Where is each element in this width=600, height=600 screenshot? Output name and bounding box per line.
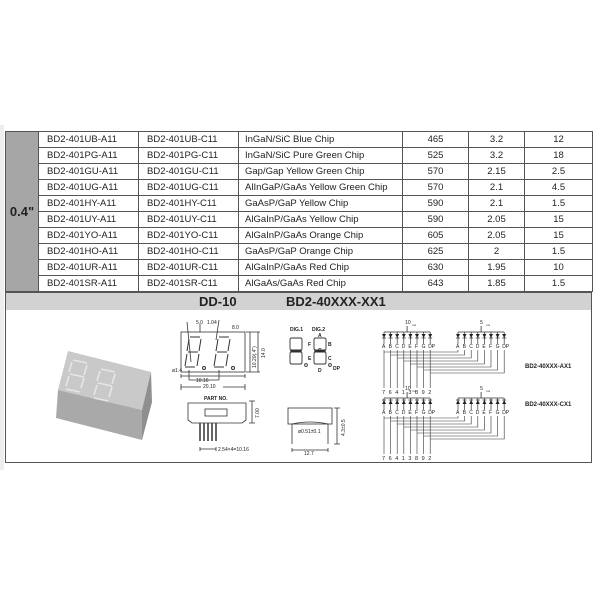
cathode-part-cell: BD2-401UG-C11 bbox=[139, 180, 239, 196]
segment-d-label: D bbox=[318, 368, 322, 374]
dim-pin-length: 4.3±0.5 bbox=[341, 419, 347, 436]
forward-voltage-cell: 2.1 bbox=[469, 196, 525, 212]
segment-pin-label: D bbox=[401, 410, 406, 416]
dig1-label: DIG.1 bbox=[290, 327, 304, 333]
segment-pin-label: F bbox=[415, 344, 419, 350]
forward-voltage-cell: 2.05 bbox=[469, 212, 525, 228]
pin-number: 7 bbox=[382, 456, 386, 462]
cathode-part-cell: BD2-401YO-C11 bbox=[139, 228, 239, 244]
led-diode-icon bbox=[402, 400, 406, 404]
led-diode-icon bbox=[395, 334, 399, 338]
page-edge bbox=[0, 125, 4, 470]
chip-type-cell: AlInGaP/GaAs Yellow Green Chip bbox=[239, 180, 403, 196]
segment-pin-label: D bbox=[475, 344, 480, 350]
led-diode-icon bbox=[502, 334, 506, 338]
pin-number: 2 bbox=[428, 390, 432, 396]
led-diode-icon bbox=[389, 334, 393, 338]
segment-pin-label: E bbox=[408, 344, 412, 350]
segment-pin-label: D bbox=[401, 344, 406, 350]
wavelength-cell: 605 bbox=[403, 228, 469, 244]
led-diode-icon bbox=[389, 400, 393, 404]
led-diode-icon bbox=[502, 400, 506, 404]
package-code: DD-10 bbox=[199, 294, 237, 309]
segment-f-label: F bbox=[308, 342, 312, 348]
chip-type-cell: GaAsP/GaP Yellow Chip bbox=[239, 196, 403, 212]
led-diode-icon bbox=[469, 400, 473, 404]
led-diode-icon bbox=[476, 400, 480, 404]
common-pin-right: 5 bbox=[480, 320, 483, 326]
spec-table bbox=[5, 131, 593, 292]
segment-pin-label: A bbox=[382, 410, 386, 416]
svg-text:ms: ms bbox=[486, 389, 491, 393]
segment-pin-label: E bbox=[408, 410, 412, 416]
anode-part-cell: BD2-401UG-A11 bbox=[39, 180, 139, 196]
led-diode-icon bbox=[489, 400, 493, 404]
led-diode-icon bbox=[456, 400, 460, 404]
segment-pin-label: E bbox=[482, 344, 486, 350]
wavelength-cell: 630 bbox=[403, 260, 469, 276]
pin-number: 6 bbox=[388, 456, 392, 462]
intensity-cell: 1.5 bbox=[525, 276, 593, 292]
chip-type-cell: AlGaAs/GaAs Red Chip bbox=[239, 276, 403, 292]
led-diode-icon bbox=[402, 334, 406, 338]
table-row bbox=[6, 164, 593, 180]
anode-part-cell: BD2-401YO-A11 bbox=[39, 228, 139, 244]
segment-g-label: G bbox=[318, 348, 322, 354]
pin-number: 7 bbox=[382, 390, 386, 396]
chip-type-cell: AlGaInP/GaAs Red Chip bbox=[239, 260, 403, 276]
forward-voltage-cell: 1.85 bbox=[469, 276, 525, 292]
pin-number: 9 bbox=[421, 390, 425, 396]
pin-number: 1 bbox=[401, 390, 405, 396]
cathode-part-cell: BD2-401SR-C11 bbox=[139, 276, 239, 292]
front-view-drawing bbox=[181, 320, 260, 380]
anode-part-cell: BD2-401HO-A11 bbox=[39, 244, 139, 260]
segment-pin-label: B bbox=[462, 344, 466, 350]
led-diode-icon bbox=[395, 400, 399, 404]
dim-depth: 12.7 bbox=[304, 451, 314, 457]
common-pin-left: 10 bbox=[405, 386, 411, 392]
intensity-cell: 10 bbox=[525, 260, 593, 276]
intensity-cell: 18 bbox=[525, 148, 593, 164]
common-pin-left: 10 bbox=[405, 320, 411, 326]
chip-type-cell: AlGaInP/GaAs Orange Chip bbox=[239, 228, 403, 244]
anode-part-cell: BD2-401SR-A11 bbox=[39, 276, 139, 292]
forward-voltage-cell: 1.95 bbox=[469, 260, 525, 276]
anode-part-cell: BD2-401PG-A11 bbox=[39, 148, 139, 164]
segment-pin-label: F bbox=[489, 410, 493, 416]
table-row bbox=[6, 212, 593, 228]
anode-part-cell: BD2-401HY-A11 bbox=[39, 196, 139, 212]
led-diode-icon bbox=[482, 334, 486, 338]
anode-part-cell: BD2-401UY-A11 bbox=[39, 212, 139, 228]
led-diode-icon bbox=[456, 334, 460, 338]
pin-number: 6 bbox=[388, 390, 392, 396]
wavelength-cell: 525 bbox=[403, 148, 469, 164]
segment-a-label: A bbox=[318, 333, 322, 339]
dim-pitch-top: 5.0 bbox=[196, 320, 203, 326]
intensity-cell: 1.5 bbox=[525, 196, 593, 212]
segment-c-label: C bbox=[328, 356, 332, 362]
segment-pin-label: C bbox=[395, 410, 399, 416]
pin-number: 8 bbox=[415, 456, 419, 462]
spec-table-container bbox=[5, 131, 592, 292]
segment-pin-label: C bbox=[469, 410, 473, 416]
led-diode-icon bbox=[428, 334, 432, 338]
pin-number: 3 bbox=[408, 390, 412, 396]
intensity-cell: 2.5 bbox=[525, 164, 593, 180]
intensity-cell: 15 bbox=[525, 228, 593, 244]
circuit-label-anode: BD2-40XXX-AX1 bbox=[525, 364, 572, 370]
intensity-cell: 4.5 bbox=[525, 180, 593, 196]
anode-part-cell: BD2-401UB-A11 bbox=[39, 132, 139, 148]
led-diode-icon bbox=[476, 334, 480, 338]
pin-number: 2 bbox=[428, 456, 432, 462]
led-diode-icon bbox=[415, 400, 419, 404]
cathode-part-cell: BD2-401HO-C11 bbox=[139, 244, 239, 260]
circuit-anode bbox=[382, 320, 510, 396]
table-row bbox=[6, 132, 593, 148]
common-pin-right: 5 bbox=[480, 386, 483, 392]
cathode-part-cell: BD2-401HY-C11 bbox=[139, 196, 239, 212]
forward-voltage-cell: 2.05 bbox=[469, 228, 525, 244]
intensity-cell: 12 bbox=[525, 132, 593, 148]
segment-pin-label: C bbox=[469, 344, 473, 350]
dim-pin-diameter: ø0.51±0.1 bbox=[298, 429, 321, 435]
segment-pin-label: C bbox=[395, 344, 399, 350]
led-diode-icon bbox=[408, 400, 412, 404]
diagram-panel bbox=[5, 310, 592, 463]
table-row bbox=[6, 244, 593, 260]
table-row bbox=[6, 260, 593, 276]
cathode-part-cell: BD2-401PG-C11 bbox=[139, 148, 239, 164]
cathode-part-cell: BD2-401UY-C11 bbox=[139, 212, 239, 228]
part-no-label: PART NO. bbox=[204, 396, 228, 402]
chip-type-cell: Gap/Gap Yellow Green Chip bbox=[239, 164, 403, 180]
segment-pin-label: G bbox=[421, 344, 426, 350]
segment-pin-label: B bbox=[388, 410, 392, 416]
segment-e-label: E bbox=[308, 356, 312, 362]
led-diode-icon bbox=[382, 334, 386, 338]
product-photo bbox=[56, 351, 152, 440]
forward-voltage-cell: 3.2 bbox=[469, 148, 525, 164]
segment-pin-label: A bbox=[456, 344, 460, 350]
led-diode-icon bbox=[408, 334, 412, 338]
wavelength-cell: 625 bbox=[403, 244, 469, 260]
wavelength-cell: 590 bbox=[403, 212, 469, 228]
wavelength-cell: 643 bbox=[403, 276, 469, 292]
segment-dp-label: DP bbox=[333, 366, 340, 372]
segment-b-label: B bbox=[328, 342, 332, 348]
cathode-part-cell: BD2-401GU-C11 bbox=[139, 164, 239, 180]
pin-number: 8 bbox=[415, 390, 419, 396]
led-diode-icon bbox=[382, 400, 386, 404]
anode-part-cell: BD2-401GU-A11 bbox=[39, 164, 139, 180]
pin-number: 1 bbox=[401, 456, 405, 462]
anode-part-cell: BD2-401UR-A11 bbox=[39, 260, 139, 276]
table-row bbox=[6, 276, 593, 292]
chip-type-cell: InGaN/SiC Pure Green Chip bbox=[239, 148, 403, 164]
forward-voltage-cell: 2.15 bbox=[469, 164, 525, 180]
segment-pin-label: A bbox=[382, 344, 386, 350]
led-diode-icon bbox=[469, 334, 473, 338]
table-row bbox=[6, 180, 593, 196]
wavelength-cell: 570 bbox=[403, 180, 469, 196]
segment-pin-label: B bbox=[462, 410, 466, 416]
wavelength-cell: 465 bbox=[403, 132, 469, 148]
led-diode-icon bbox=[463, 334, 467, 338]
segment-pin-label: G bbox=[495, 344, 500, 350]
pin-number: 4 bbox=[395, 390, 399, 396]
circuit-label-cathode: BD2-40XXX-CX1 bbox=[525, 402, 572, 408]
segment-pin-label: B bbox=[388, 344, 392, 350]
pin-number: 3 bbox=[408, 456, 412, 462]
wavelength-cell: 590 bbox=[403, 196, 469, 212]
chip-type-cell: InGaN/SiC Blue Chip bbox=[239, 132, 403, 148]
package-band bbox=[5, 292, 592, 311]
segment-pin-label: DP bbox=[502, 410, 510, 416]
dim-digit-pitch: 10.16 bbox=[196, 378, 209, 384]
intensity-cell: 15 bbox=[525, 212, 593, 228]
led-diode-icon bbox=[463, 400, 467, 404]
dim-width: 20.10 bbox=[203, 384, 216, 390]
forward-voltage-cell: 2 bbox=[469, 244, 525, 260]
segment-pin-label: E bbox=[482, 410, 486, 416]
svg-text:ms: ms bbox=[486, 323, 491, 327]
wavelength-cell: 570 bbox=[403, 164, 469, 180]
led-diode-icon bbox=[422, 400, 426, 404]
chip-type-cell: AlGaInP/GaAs Yellow Chip bbox=[239, 212, 403, 228]
segment-pin-label: D bbox=[475, 410, 480, 416]
led-diode-icon bbox=[496, 334, 500, 338]
cathode-part-cell: BD2-401UR-C11 bbox=[139, 260, 239, 276]
diagram-svg bbox=[6, 310, 591, 462]
segment-pin-label: DP bbox=[428, 410, 436, 416]
led-diode-icon bbox=[496, 400, 500, 404]
dim-seg-width: 1.04 bbox=[207, 320, 217, 326]
dim-body-height: 7.00 bbox=[255, 408, 261, 418]
led-diode-icon bbox=[422, 334, 426, 338]
segment-pin-label: DP bbox=[428, 344, 436, 350]
chip-type-cell: GaAsP/GaP Orange Chip bbox=[239, 244, 403, 260]
forward-voltage-cell: 3.2 bbox=[469, 132, 525, 148]
series-code: BD2-40XXX-XX1 bbox=[286, 294, 386, 309]
pin-number: 9 bbox=[421, 456, 425, 462]
dim-pin-pitch: 2.54×4=10.16 bbox=[218, 447, 249, 453]
segment-pin-label: F bbox=[415, 410, 419, 416]
svg-text:ms: ms bbox=[412, 389, 417, 393]
circuit-cathode bbox=[382, 386, 510, 462]
pin-number: 4 bbox=[395, 456, 399, 462]
table-row bbox=[6, 148, 593, 164]
size-cell: 0.4" bbox=[6, 132, 39, 292]
segment-pin-label: F bbox=[489, 344, 493, 350]
side-view-drawing bbox=[188, 401, 255, 451]
segment-pin-label: G bbox=[495, 410, 500, 416]
dig2-label: DIG.2 bbox=[312, 327, 326, 333]
cathode-part-cell: BD2-401UB-C11 bbox=[139, 132, 239, 148]
segment-pin-label: DP bbox=[502, 344, 510, 350]
forward-voltage-cell: 2.1 bbox=[469, 180, 525, 196]
table-row bbox=[6, 196, 593, 212]
led-diode-icon bbox=[482, 400, 486, 404]
segment-pin-label: A bbox=[456, 410, 460, 416]
intensity-cell: 1.5 bbox=[525, 244, 593, 260]
led-diode-icon bbox=[428, 400, 432, 404]
dim-dp: ø1.4 bbox=[172, 368, 183, 374]
dim-height-b: 14.0 bbox=[261, 348, 267, 358]
dim-height-a: 10.20(.4") bbox=[252, 346, 258, 368]
dim-angle: 8.0 bbox=[232, 325, 239, 331]
segment-pin-label: G bbox=[421, 410, 426, 416]
led-diode-icon bbox=[415, 334, 419, 338]
led-diode-icon bbox=[489, 334, 493, 338]
table-row bbox=[6, 228, 593, 244]
svg-text:ms: ms bbox=[412, 323, 417, 327]
